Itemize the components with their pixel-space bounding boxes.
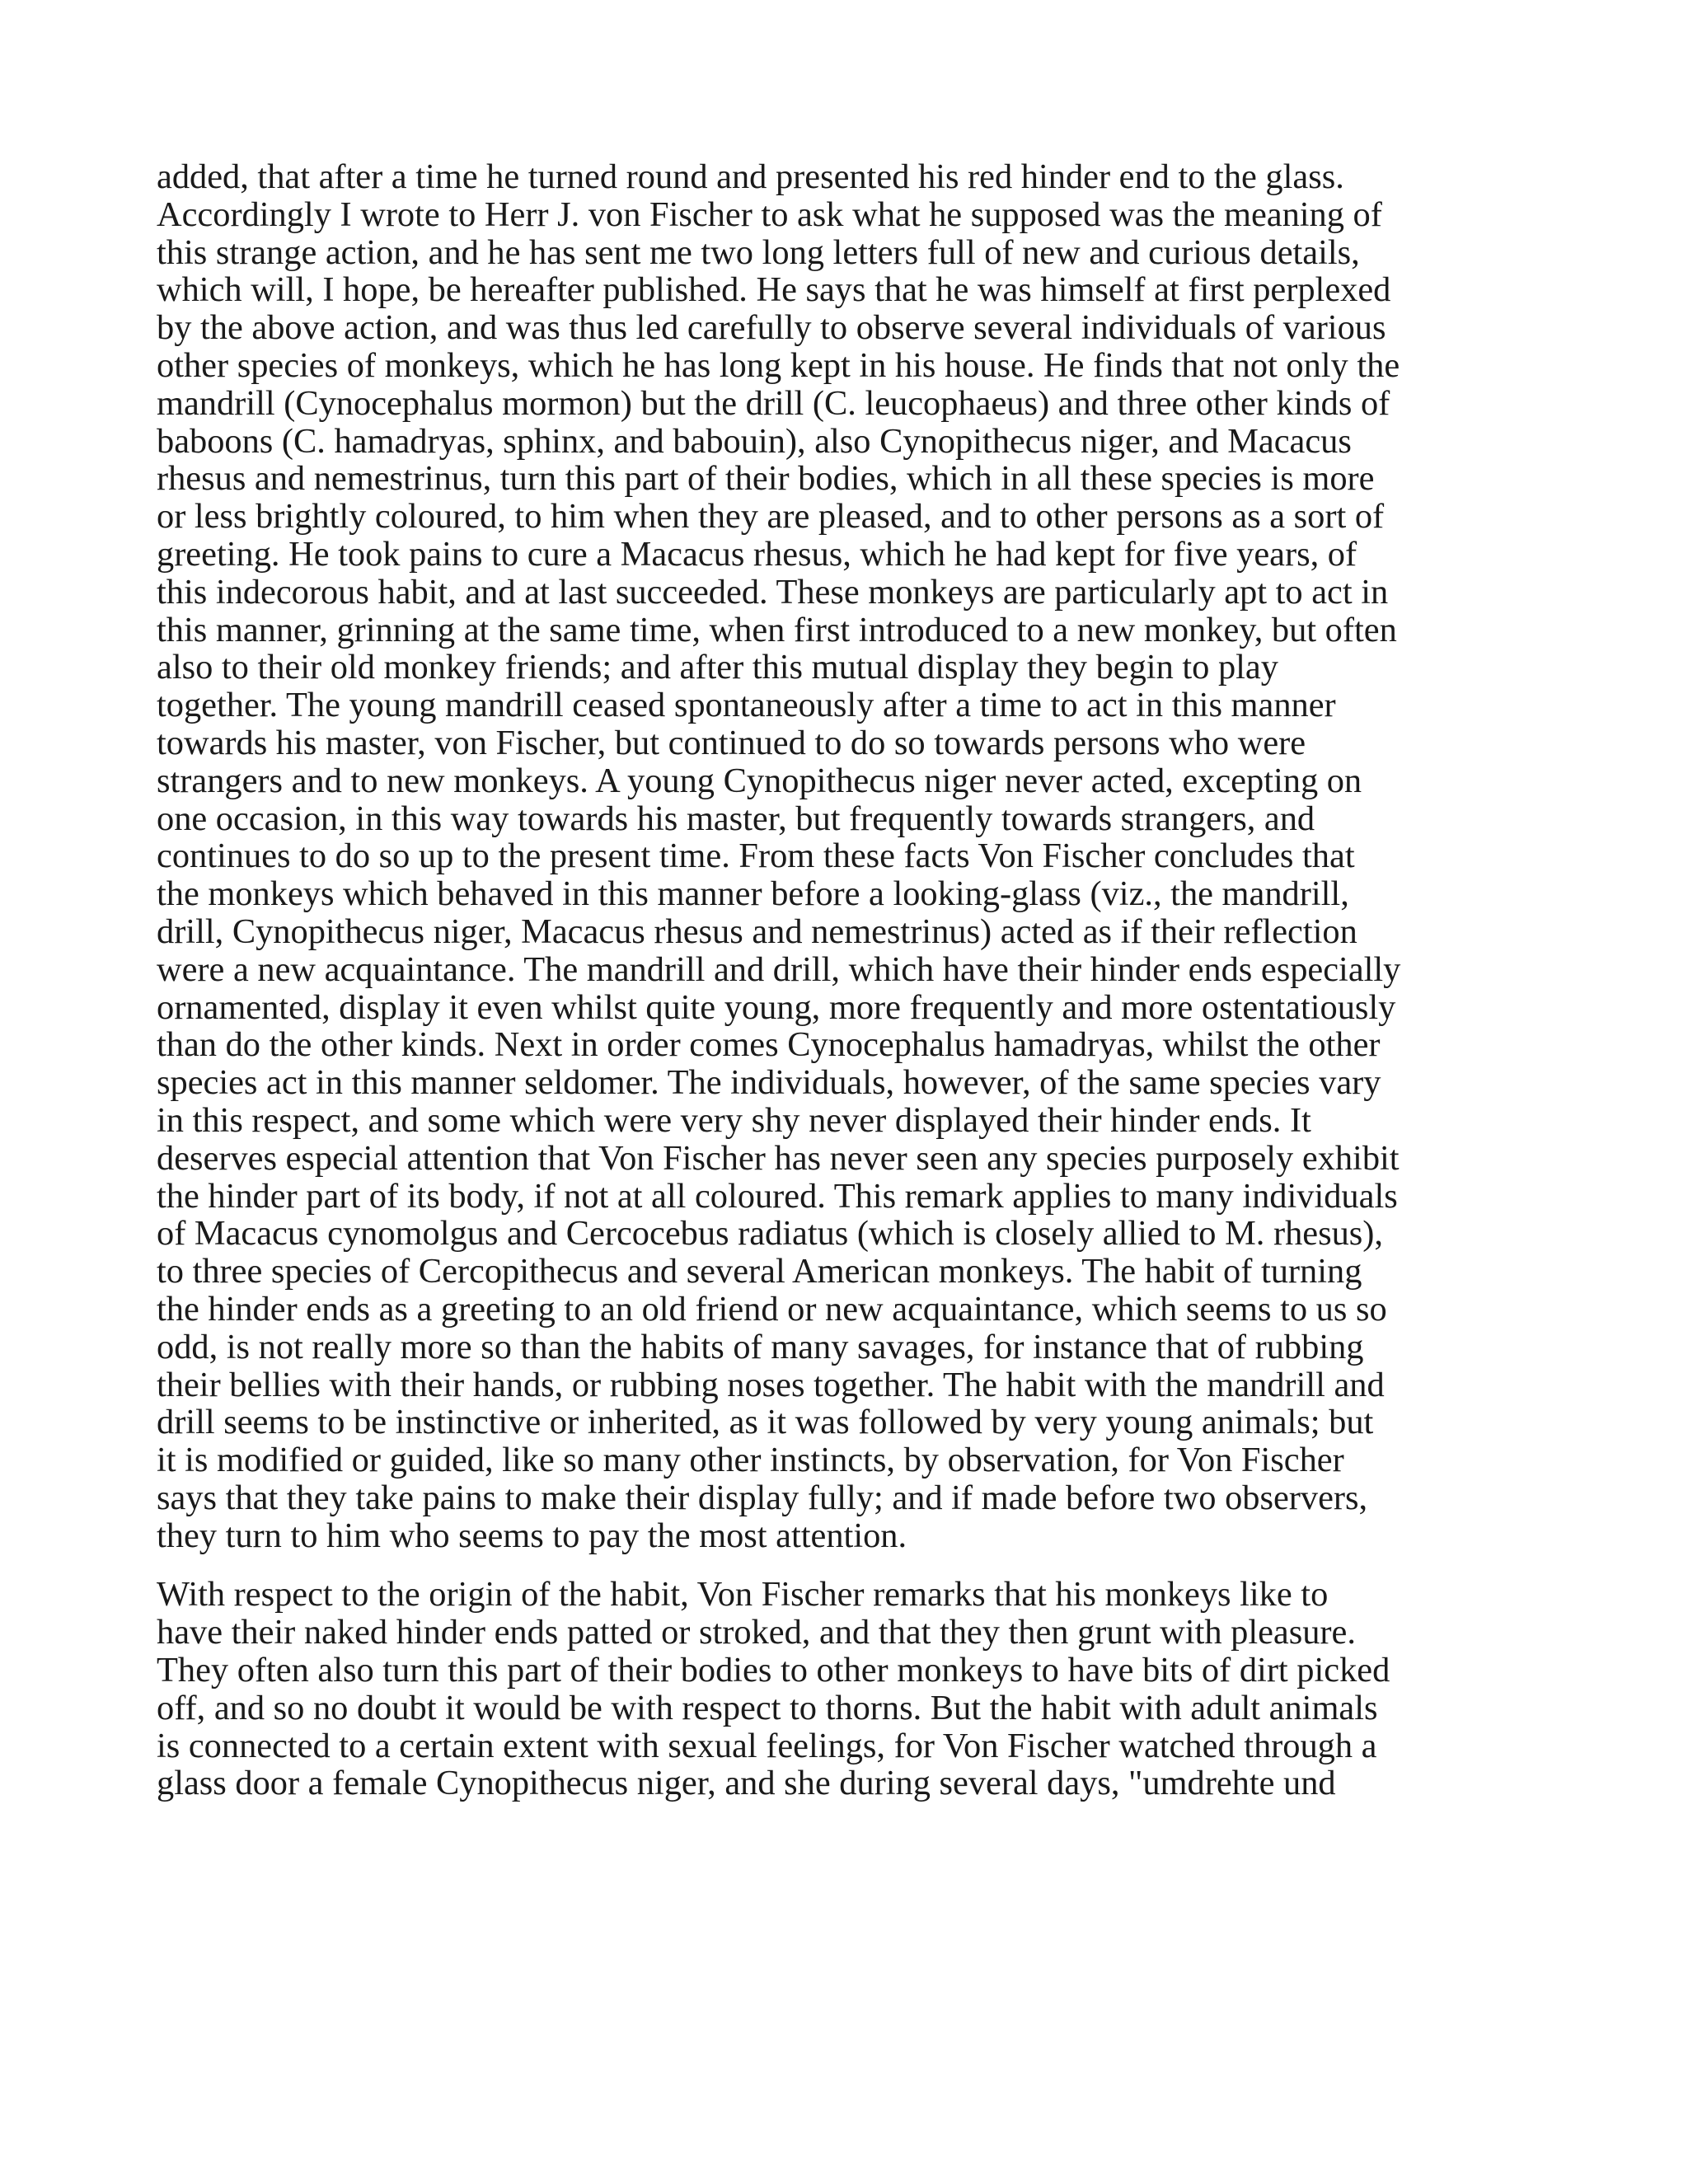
text-line: species act in this manner seldomer. The individuals, however, of the same species vary xyxy=(157,1063,1381,1103)
paragraph-spacer xyxy=(157,1554,1558,1576)
text-line: drill seems to be instinctive or inherited, as it was followed by very young animals; but xyxy=(157,1403,1374,1442)
text-line: glass door a female Cynopithecus niger, and she during several days, "umdrehte und xyxy=(157,1764,1336,1803)
text-line: than do the other kinds. Next in order comes Cynocephalus hamadryas, whilst the other xyxy=(157,1025,1381,1065)
text-line: off, and so no doubt it would be with respect to thorns. But the habit with adult animals xyxy=(157,1688,1378,1727)
text-line: rhesus and nemestrinus, turn this part of their bodies, which in all these species is more xyxy=(157,459,1375,499)
text-line: one occasion, in this way towards his master, but frequently towards strangers, and xyxy=(157,799,1315,838)
text-line: continues to do so up to the present time. From these facts Von Fischer concludes that xyxy=(157,837,1355,876)
text-line: they turn to him who seems to pay the most attention. xyxy=(157,1516,907,1555)
text-line: greeting. He took pains to cure a Macacus rhesus, which he had kept for five years, of xyxy=(157,534,1357,574)
text-line: the hinder part of its body, if not at all coloured. This remark applies to many individuals xyxy=(157,1176,1398,1216)
text-line: together. The young mandrill ceased spontaneously after a time to act in this manner xyxy=(157,686,1336,725)
text-line: ornamented, display it even whilst quite young, more frequently and more ostentatiously xyxy=(157,987,1396,1027)
text-line: by the above action, and was thus led carefully to observe several individuals of various xyxy=(157,308,1386,348)
text-line: the hinder ends as a greeting to an old friend or new acquaintance, which seems to us so xyxy=(157,1289,1387,1329)
text-line: odd, is not really more so than the habits of many savages, for instance that of rubbing xyxy=(157,1327,1364,1366)
text-line: other species of monkeys, which he has long kept in his house. He finds that not only the xyxy=(157,345,1400,385)
text-line: With respect to the origin of the habit, Von Fischer remarks that his monkeys like to xyxy=(157,1575,1329,1615)
text-line: this strange action, and he has sent me two long letters full of new and curious details, xyxy=(157,232,1360,272)
text-line: strangers and to new monkeys. A young Cynopithecus niger never acted, excepting on xyxy=(157,761,1362,800)
text-line: were a new acquaintance. The mandrill and drill, which have their hinder ends especially xyxy=(157,949,1401,989)
text-line: of Macacus cynomolgus and Cercocebus radiatus (which is closely allied to M. rhesus), xyxy=(157,1214,1383,1254)
paragraph-1 xyxy=(157,158,1558,1554)
text-line: Accordingly I wrote to Herr J. von Fischer to ask what he supposed was the meaning of xyxy=(157,194,1382,234)
text-line: their bellies with their hands, or rubbing noses together. The habit with the mandrill and xyxy=(157,1365,1385,1404)
text-line: the monkeys which behaved in this manner before a looking-glass (viz., the mandrill, xyxy=(157,874,1349,914)
text-line: this indecorous habit, and at last succeeded. These monkeys are particularly apt to act in xyxy=(157,572,1389,612)
text-line: to three species of Cercopithecus and several American monkeys. The habit of turning xyxy=(157,1252,1362,1291)
text-line: They often also turn this part of their bodies to other monkeys to have bits of dirt picked xyxy=(157,1651,1390,1690)
document-page xyxy=(157,158,1558,1802)
text-line: which will, I hope, be hereafter published. He says that he was himself at first perplexed xyxy=(157,270,1391,310)
text-line: or less brightly coloured, to him when they are pleased, and to other persons as a sort of xyxy=(157,497,1385,537)
text-line: says that they take pains to make their display fully; and if made before two observers, xyxy=(157,1478,1368,1517)
paragraph-2 xyxy=(157,1576,1558,1802)
text-line: in this respect, and some which were very shy never displayed their hinder ends. It xyxy=(157,1100,1311,1140)
text-line: towards his master, von Fischer, but continued to do so towards persons who were xyxy=(157,723,1306,762)
text-line: mandrill (Cynocephalus mormon) but the drill (C. leucophaeus) and three other kinds of xyxy=(157,383,1390,423)
text-line: have their naked hinder ends patted or stroked, and that they then grunt with pleasure. xyxy=(157,1613,1356,1652)
text-line: added, that after a time he turned round and presented his red hinder end to the glass. xyxy=(157,157,1344,196)
text-line: also to their old monkey friends; and after this mutual display they begin to play xyxy=(157,648,1278,687)
text-line: baboons (C. hamadryas, sphinx, and babouin), also Cynopithecus niger, and Macacus xyxy=(157,421,1352,461)
text-line: deserves especial attention that Von Fischer has never seen any species purposely exhibit xyxy=(157,1138,1400,1178)
text-line: this manner, grinning at the same time, when first introduced to a new monkey, but often xyxy=(157,610,1397,649)
text-line: it is modified or guided, like so many other instincts, by observation, for Von Fischer xyxy=(157,1441,1344,1480)
text-line: is connected to a certain extent with sexual feelings, for Von Fischer watched through a xyxy=(157,1726,1377,1765)
text-line: drill, Cynopithecus niger, Macacus rhesus and nemestrinus) acted as if their reflection xyxy=(157,912,1357,951)
